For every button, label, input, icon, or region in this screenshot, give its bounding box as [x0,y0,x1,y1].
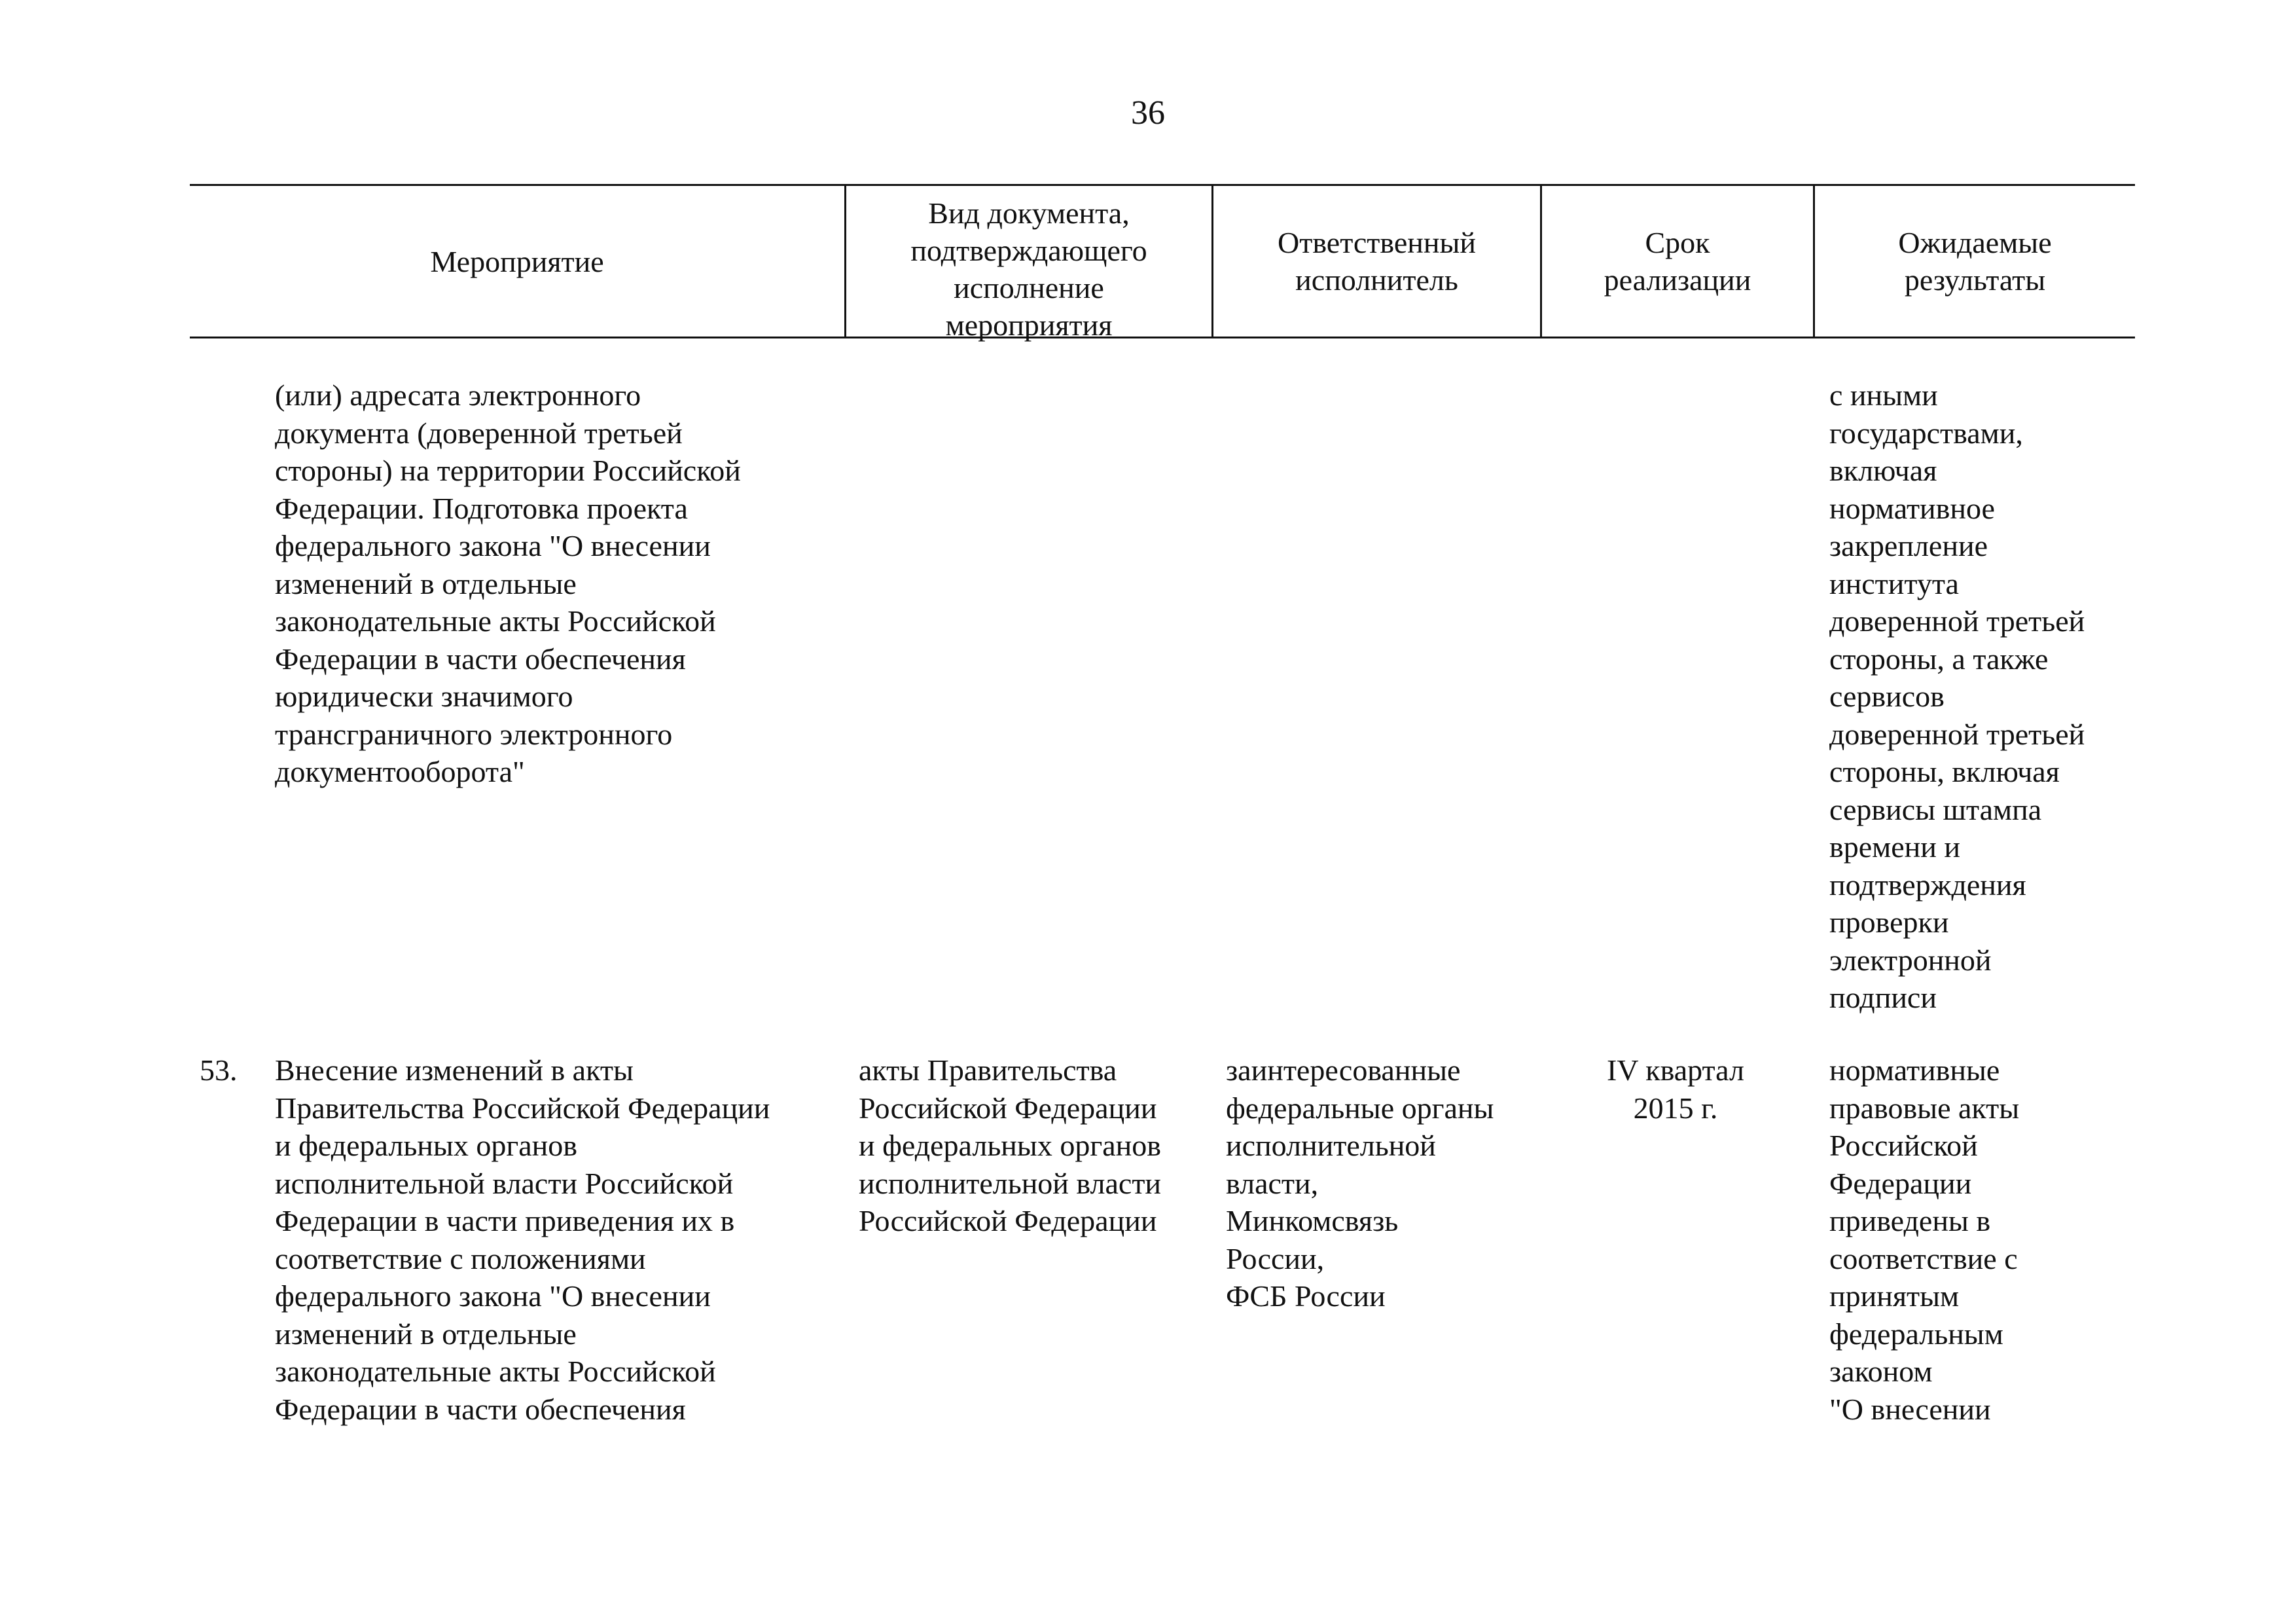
header-event: Мероприятие [430,244,604,278]
header-term: Срок реализации [1604,226,1751,297]
page-number: 36 [1131,94,1165,132]
row-results-cell: с иными государствами, включая нормативное закрепление института доверенной третьей стороны, а также сервисов доверенной третьей стороны, включая сервисы штампа времени и подтверждения проверки электронной подписи [1829,378,2085,1014]
header-document-type: Вид документа, подтверждающего исполнение мероприятия [910,196,1147,342]
row-results-cell: нормативные правовые акты Российской Федерации приведены в соответствие с принятым федеральным законом "О внесении [1829,1053,2020,1426]
row-document-type-cell: акты Правительства Российской Федерации и федеральных органов исполнительной власти Российской Федерации [859,1053,1162,1237]
row-event-cell: (или) адресата электронного документа (доверенной третьей стороны) на территории Российской Федерации. Подготовка проекта федерального закона "О внесении изменений в отдельные законодательные акты Российской Федерации в части обеспечения юридически значимого трансграничного электронного документооборота" [275,378,741,788]
row-responsible-cell: заинтересованные федеральные органы исполнительной власти, Минкомсвязь России, ФСБ России [1226,1053,1494,1313]
header-responsible: Ответственный исполнитель [1278,226,1476,297]
row-event-cell: Внесение изменений в акты Правительства Российской Федерации и федеральных органов исполнительной власти Российской Федерации в части приведения их в соответствие с положениями федерального закона "О внесении изменений в отдельные законодательные акты Российской Федерации в части обеспечения [275,1053,770,1426]
row-term-cell: IV квартал 2015 г. [1607,1053,1744,1125]
row-number-cell: 53. [200,1053,238,1087]
header-results: Ожидаемые результаты [1898,226,2052,297]
